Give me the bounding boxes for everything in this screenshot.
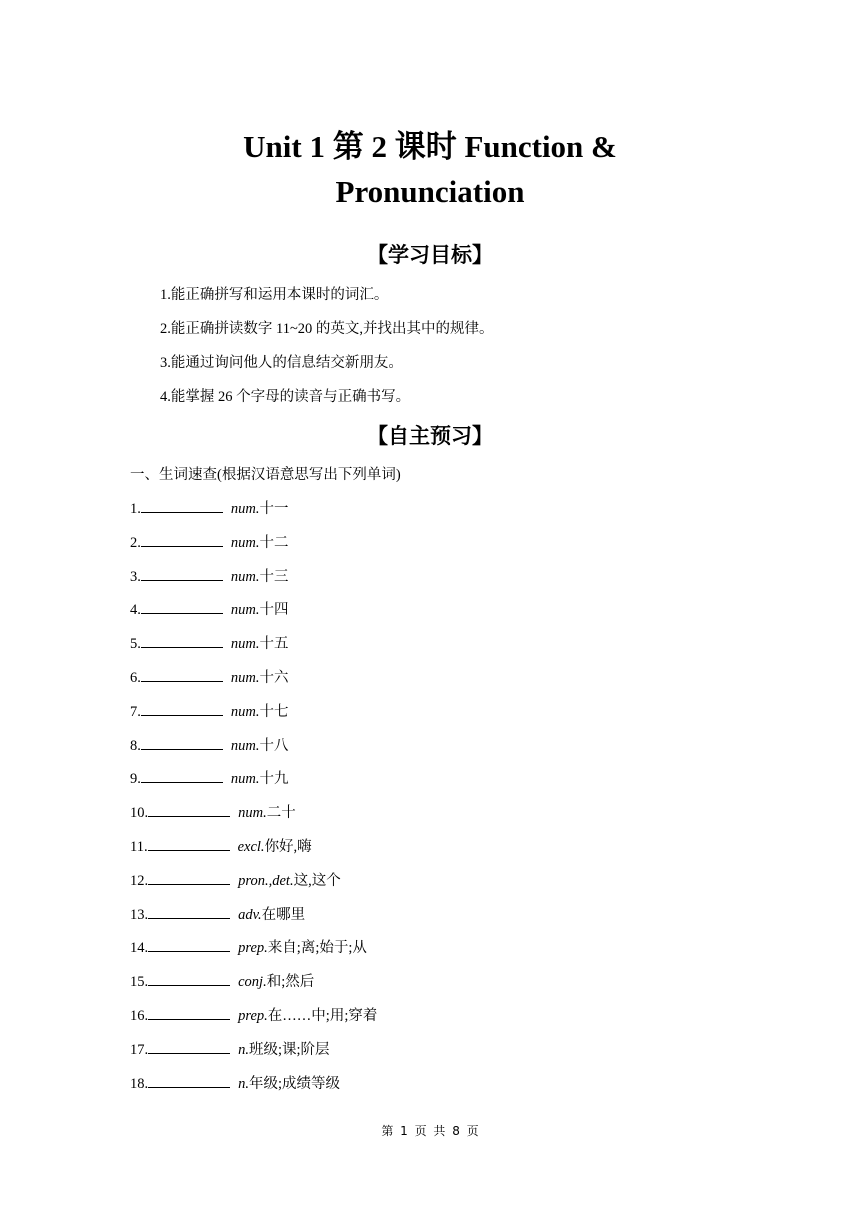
vocab-number: 16. [130, 1007, 149, 1024]
vocab-item [130, 835, 377, 869]
vocab-number: 12. [130, 872, 149, 889]
part-of-speech: n. [238, 1075, 249, 1092]
objective-item: 4.能掌握 26 个字母的读音与正确书写。 [160, 389, 411, 405]
vocab-list [130, 497, 377, 1105]
chinese-meaning: 十三 [259, 568, 289, 585]
answer-blank[interactable] [148, 1004, 230, 1020]
vocab-number: 3. [130, 568, 141, 585]
vocab-number: 4. [130, 602, 141, 619]
vocab-item [130, 1072, 377, 1106]
vocab-item [130, 970, 377, 1004]
chinese-meaning: 班级;课;阶层 [249, 1041, 330, 1058]
part-of-speech: adv. [238, 906, 262, 923]
chinese-meaning: 十六 [259, 669, 289, 686]
answer-blank[interactable] [148, 970, 230, 986]
chinese-meaning: 这,这个 [293, 872, 341, 889]
vocab-number: 2. [130, 534, 141, 551]
vocab-number: 9. [130, 771, 141, 788]
chinese-meaning: 年级;成绩等级 [249, 1075, 341, 1092]
chinese-meaning: 你好,嗨 [264, 838, 312, 855]
chinese-meaning: 十二 [259, 534, 289, 551]
part-of-speech: prep. [238, 940, 268, 957]
answer-blank[interactable] [141, 531, 223, 547]
vocab-item [130, 497, 377, 531]
answer-blank[interactable] [141, 700, 223, 716]
vocab-number: 1. [130, 501, 141, 517]
vocab-item [130, 767, 377, 801]
vocab-item [130, 1004, 377, 1038]
vocab-number: 10. [130, 805, 149, 822]
vocab-number: 14. [130, 940, 149, 957]
page-footer: 第 1 页 共 8 页 [381, 1124, 479, 1138]
part-of-speech: num. [230, 703, 260, 720]
part-of-speech: num. [230, 568, 260, 585]
part-of-speech: num. [230, 534, 260, 551]
preview-heading: 【自主预习】 [367, 424, 493, 448]
vocab-item [130, 565, 377, 599]
vocab-item [130, 734, 377, 768]
part-of-speech: n. [238, 1041, 249, 1058]
part-of-speech: excl. [237, 838, 265, 855]
part-of-speech: num. [230, 602, 260, 619]
answer-blank[interactable] [148, 936, 230, 952]
vocab-item [130, 801, 377, 835]
answer-blank[interactable] [148, 1038, 230, 1054]
chinese-meaning: 十四 [259, 602, 289, 619]
part-of-speech: conj. [238, 974, 267, 991]
answer-blank[interactable] [141, 497, 223, 513]
answer-blank[interactable] [148, 835, 230, 851]
part-of-speech: num. [230, 636, 260, 653]
objectives-list [160, 284, 494, 420]
objectives-heading: 【学习目标】 [367, 243, 493, 267]
vocab-number: 13. [130, 906, 149, 923]
part1-title: 一、生词速查(根据汉语意思写出下列单词) [130, 467, 401, 483]
vocab-number: 7. [130, 703, 141, 720]
title-line-1: Unit 1 第 2 课时 Function & [243, 129, 617, 164]
part-of-speech: prep. [238, 1007, 268, 1024]
answer-blank[interactable] [148, 1072, 230, 1088]
objective-item: 1.能正确拼写和运用本课时的词汇。 [160, 287, 389, 303]
vocab-item [130, 666, 377, 700]
chinese-meaning: 十七 [259, 703, 289, 720]
chinese-meaning: 十五 [259, 636, 289, 653]
vocab-number: 8. [130, 737, 141, 754]
vocab-number: 15. [130, 974, 149, 991]
answer-blank[interactable] [148, 903, 230, 919]
vocab-item [130, 936, 377, 970]
vocab-item [130, 700, 377, 734]
chinese-meaning: 在哪里 [261, 906, 306, 923]
vocab-number: 18. [130, 1075, 149, 1092]
objective-item: 2.能正确拼读数字 11~20 的英文,并找出其中的规律。 [160, 321, 494, 337]
part-of-speech: num. [238, 805, 267, 822]
vocab-item [130, 531, 377, 565]
part-of-speech: num. [230, 669, 260, 686]
title-line-2: Pronunciation [335, 174, 525, 209]
chinese-meaning: 在……中;用;穿着 [267, 1007, 378, 1024]
answer-blank[interactable] [141, 734, 223, 750]
vocab-number: 11. [130, 838, 148, 855]
vocab-number: 6. [130, 669, 141, 686]
objective-item: 3.能通过询问他人的信息结交新朋友。 [160, 355, 403, 371]
answer-blank[interactable] [141, 767, 223, 783]
vocab-number: 5. [130, 636, 141, 653]
vocab-item [130, 598, 377, 632]
part-of-speech: num. [230, 737, 260, 754]
vocab-number: 17. [130, 1041, 149, 1058]
answer-blank[interactable] [141, 565, 223, 581]
vocab-item [130, 1038, 377, 1072]
answer-blank[interactable] [141, 632, 223, 648]
chinese-meaning: 二十 [266, 805, 296, 822]
answer-blank[interactable] [141, 666, 223, 682]
vocab-item [130, 869, 377, 903]
chinese-meaning: 十九 [259, 771, 289, 788]
document-title [0, 124, 860, 214]
part-of-speech: pron.,det. [238, 872, 294, 889]
chinese-meaning: 十一 [259, 501, 289, 517]
chinese-meaning: 和;然后 [266, 974, 315, 991]
answer-blank[interactable] [148, 869, 230, 885]
answer-blank[interactable] [148, 801, 230, 817]
vocab-item [130, 903, 377, 937]
part-of-speech: num. [230, 771, 260, 788]
part-of-speech: num. [230, 501, 260, 517]
chinese-meaning: 来自;离;始于;从 [267, 940, 367, 957]
vocab-item [130, 632, 377, 666]
chinese-meaning: 十八 [259, 737, 289, 754]
answer-blank[interactable] [141, 598, 223, 614]
